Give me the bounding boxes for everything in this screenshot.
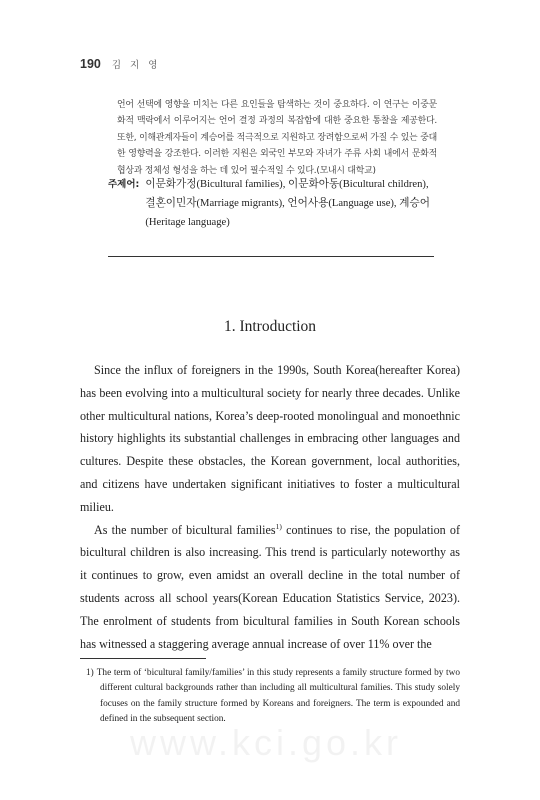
- footnote-mark: 1): [86, 668, 94, 678]
- footnote-body: [86, 666, 460, 728]
- paragraph-1: Since the influx of foreigners in the 1990s, South Korea(hereafter Korea) has been evolving into a multicultural society for nearly three decades. Unlike other multicultural nations, Korea’s deep-rooted monolingual and monoethnic history highlights its substantial challenges in embracing other languages and cultures. Despite these obstacles, the Korean government, local authorities, and citizens have undertaken significant initiatives to foster a multicultural milieu.: [80, 363, 460, 514]
- keywords-label: 주제어:: [108, 179, 140, 190]
- footnote: [86, 666, 460, 728]
- keywords-block: [108, 175, 438, 232]
- page-number: 190: [80, 57, 101, 71]
- paragraph-2-rest: continues to rise, the population of bicultural children is also increasing. This trend is particularly noteworthy as it continues to grow, even amidst an overall decline in the total number of students across all school years(Korean Education Statistics Service, 2023). The enrolment of students from bicultural families in South Korean schools has witnessed a staggering average annual increase of over 11% over the: [80, 522, 460, 651]
- watermark: www.kci.go.kr: [130, 722, 403, 763]
- author-name: 김 지 영: [111, 60, 161, 71]
- running-header: [80, 57, 160, 72]
- footnote-separator: [80, 658, 206, 659]
- footnote-reference[interactable]: 1): [275, 521, 282, 531]
- body-text: [80, 359, 460, 655]
- keywords-list: 이문화가정(Bicultural families), 이문화아동(Bicultural children), 결혼이민자(Marriage migrants), 언어사용(Language use), 계승어(Heritage language): [145, 179, 430, 228]
- paragraph-2-start: As the number of bicultural families: [94, 522, 276, 537]
- section-heading: 1. Introduction: [223, 318, 317, 335]
- footnote-text: The term of ‘bicultural family/families’ in this study represents a family structure formed by two different cultural backgrounds rather than including all multicultural families. This study solely focuses on the family structure formed by Koreans and foreigners. The term is expounded and defined in the subsequent section.: [96, 668, 460, 725]
- korean-abstract-text: 언어 선택에 영향을 미치는 다른 요인들을 탐색하는 것이 중요하다. 이 연구는 이중문화적 맥락에서 이루어지는 언어 결정 과정의 복잡함에 대한 중요한 통찰을 제공한다. 또한, 이해관계자들이 계승어를 적극적으로 지원하고 장려함으로써 가질 수 있는 중대한 영향력을 강조한다. 이러한 지원은 외국인 부모와 자녀가 주류 사회 내에서 문화적 협상과 정체성 형성을 하는 데 있어 필수적일 수 있다.(모내시 대학교): [117, 100, 437, 176]
- abstract-divider: [108, 256, 434, 257]
- paragraph-2: [80, 519, 460, 656]
